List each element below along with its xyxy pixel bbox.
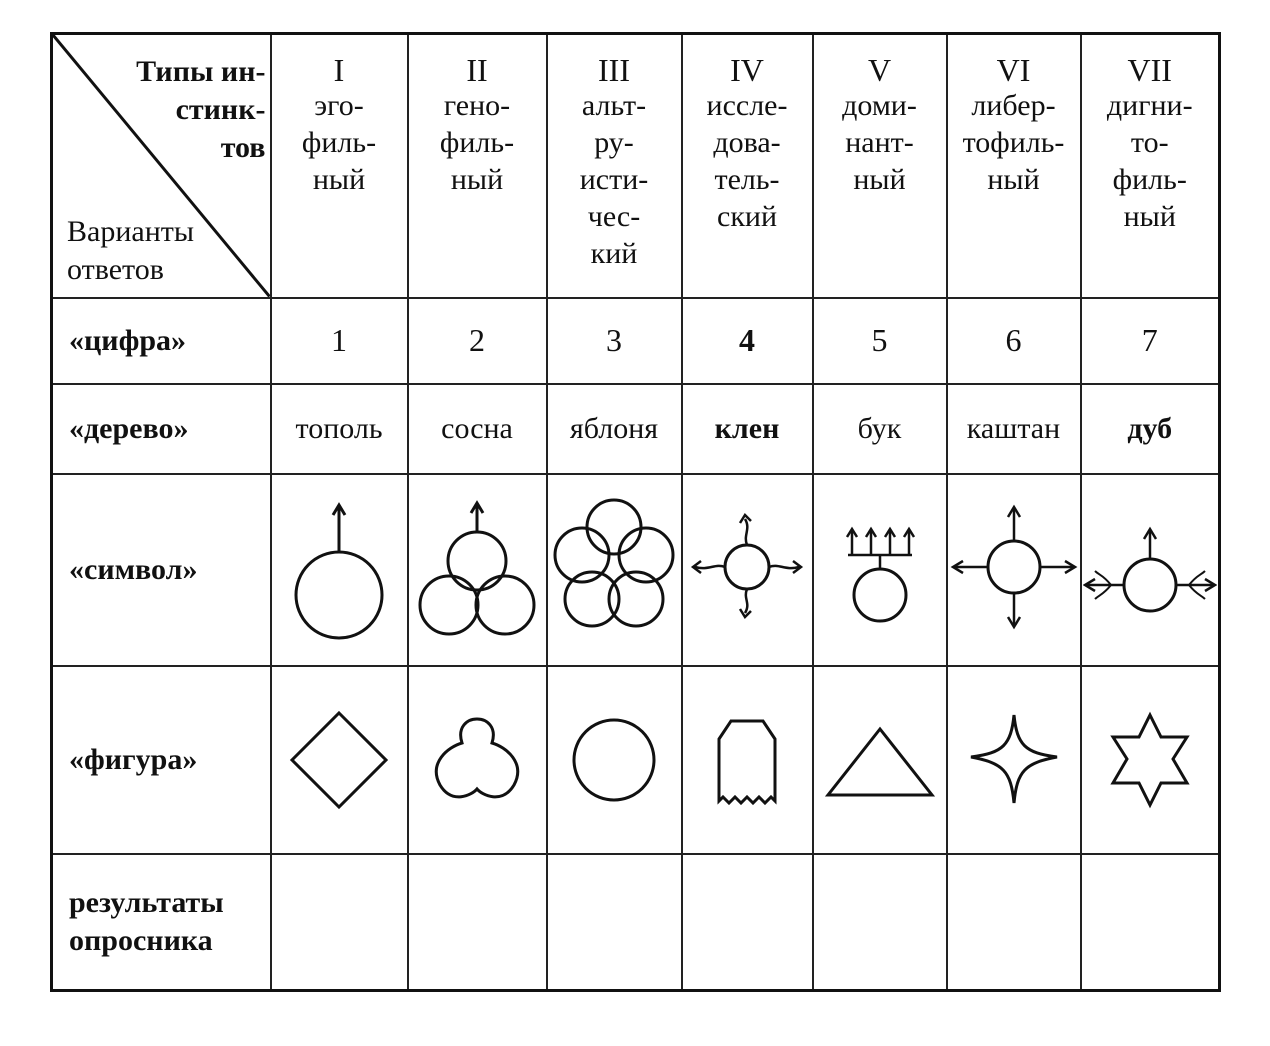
- results-cell[interactable]: [947, 854, 1081, 991]
- figure-cell: [1081, 666, 1220, 854]
- column-numeral: VI: [996, 52, 1031, 88]
- figure-cell: [271, 666, 408, 854]
- tree-row-label: «дерево»: [52, 384, 271, 474]
- symbol-cell: [271, 474, 408, 666]
- column-name: иссле- дова- тель- ский: [706, 89, 788, 233]
- symbol-cell: [813, 474, 947, 666]
- figure-cell: [682, 666, 813, 854]
- tree-cell: клен: [682, 384, 813, 474]
- column-header-7: [1081, 34, 1220, 298]
- symbol-cell: [547, 474, 682, 666]
- symbol-cell: [682, 474, 813, 666]
- column-header-2: [408, 34, 547, 298]
- results-cell[interactable]: [271, 854, 408, 991]
- symbol-row: [52, 474, 1220, 666]
- corner-cell: [52, 34, 271, 298]
- instinct-types-label: Типы ин- стинк- тов: [136, 55, 266, 164]
- digit-cell: 2: [408, 298, 547, 384]
- dominant-symbol-icon: [820, 495, 940, 645]
- figure-cell: [947, 666, 1081, 854]
- column-name: либер- тофиль- ный: [962, 89, 1065, 196]
- results-row-label: результаты опросника: [52, 854, 271, 991]
- results-cell[interactable]: [1081, 854, 1220, 991]
- trefoil-icon: [422, 705, 532, 815]
- answer-variants-label: Варианты ответов: [67, 214, 195, 286]
- digit-cell: 3: [547, 298, 682, 384]
- column-numeral: I: [333, 52, 345, 88]
- digni-symbol-icon: [1083, 495, 1217, 645]
- tree-cell: бук: [813, 384, 947, 474]
- column-numeral: III: [598, 52, 630, 88]
- altru-symbol-icon: [552, 495, 676, 645]
- column-numeral: II: [466, 52, 488, 88]
- house-ragged-icon: [707, 705, 787, 815]
- header-row: [52, 34, 1220, 298]
- figure-cell: [408, 666, 547, 854]
- symbol-cell: [408, 474, 547, 666]
- triangle-icon: [820, 705, 940, 815]
- figure-row-label: «фигура»: [52, 666, 271, 854]
- results-cell[interactable]: [813, 854, 947, 991]
- digit-cell: 6: [947, 298, 1081, 384]
- column-numeral: IV: [730, 52, 764, 88]
- column-name: альт- ру- исти- чес- кий: [579, 89, 649, 270]
- six-point-star-icon: [1095, 705, 1205, 815]
- column-header-5: [813, 34, 947, 298]
- column-name: гено- филь- ный: [439, 89, 515, 196]
- digit-row-label: «цифра»: [52, 298, 271, 384]
- digit-cell: 4: [682, 298, 813, 384]
- figure-cell: [547, 666, 682, 854]
- figure-cell: [813, 666, 947, 854]
- column-header-6: [947, 34, 1081, 298]
- tree-cell: дуб: [1081, 384, 1220, 474]
- digit-cell: 5: [813, 298, 947, 384]
- column-name: дигни- то- филь- ный: [1106, 89, 1193, 233]
- ego-symbol-icon: [279, 495, 399, 645]
- tree-cell: каштан: [947, 384, 1081, 474]
- research-symbol-icon: [685, 495, 809, 645]
- symbol-row-label: «символ»: [52, 474, 271, 666]
- diamond-icon: [284, 705, 394, 815]
- tree-cell: яблоня: [547, 384, 682, 474]
- results-cell[interactable]: [408, 854, 547, 991]
- column-header-3: [547, 34, 682, 298]
- circle-icon: [559, 705, 669, 815]
- tree-cell: тополь: [271, 384, 408, 474]
- digit-cell: 7: [1081, 298, 1220, 384]
- geno-symbol-icon: [415, 495, 539, 645]
- results-row: [52, 854, 1220, 991]
- figure-row: [52, 666, 1220, 854]
- symbol-cell: [947, 474, 1081, 666]
- column-header-4: [682, 34, 813, 298]
- symbol-cell: [1081, 474, 1220, 666]
- digit-row: [52, 298, 1220, 384]
- column-numeral: V: [867, 52, 892, 88]
- four-point-star-icon: [959, 705, 1069, 815]
- column-name: эго- филь- ный: [301, 89, 377, 196]
- tree-cell: сосна: [408, 384, 547, 474]
- liberto-symbol-icon: [949, 495, 1079, 645]
- instinct-types-table: [50, 32, 1221, 992]
- column-name: доми- нант- ный: [842, 89, 917, 196]
- digit-cell: 1: [271, 298, 408, 384]
- column-numeral: VII: [1127, 52, 1172, 88]
- column-header-1: [271, 34, 408, 298]
- results-cell[interactable]: [682, 854, 813, 991]
- results-cell[interactable]: [547, 854, 682, 991]
- tree-row: [52, 384, 1220, 474]
